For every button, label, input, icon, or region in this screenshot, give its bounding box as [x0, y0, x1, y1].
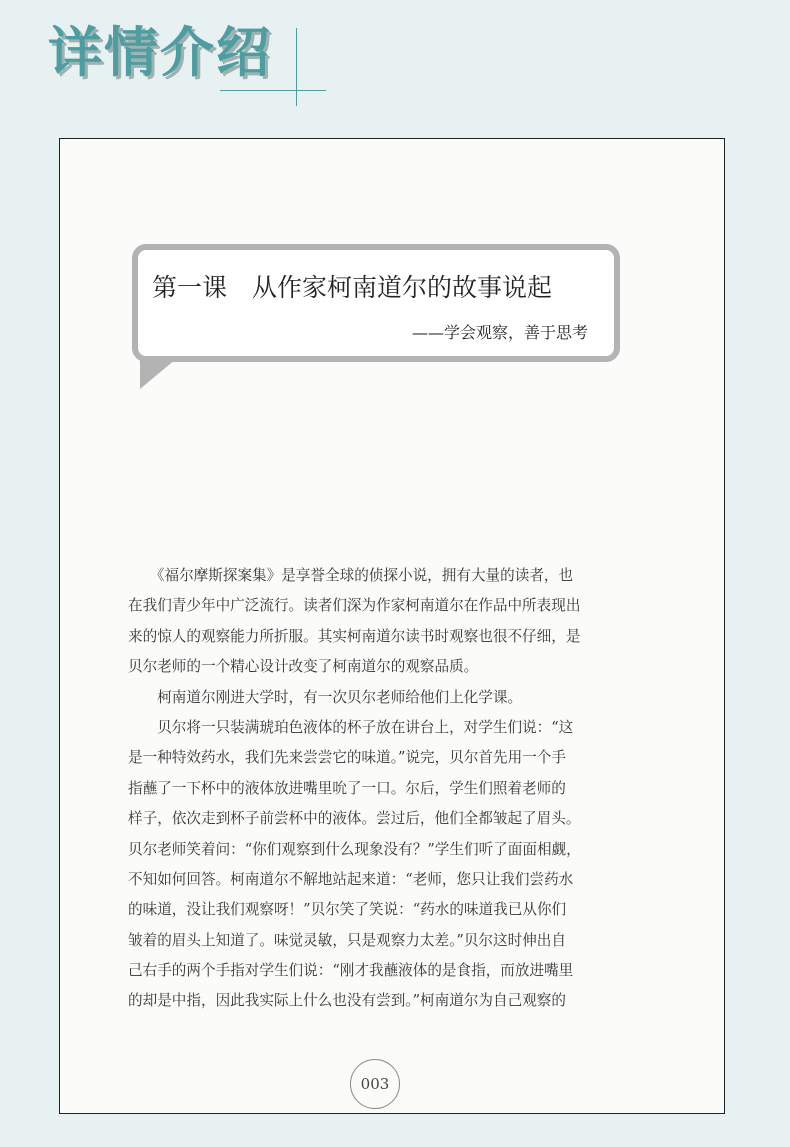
lesson-title-bubble: [132, 244, 620, 362]
decorative-vertical-line: [296, 28, 297, 106]
text-line: 贝尔将一只装满琥珀色液体的杯子放在讲台上，对学生们说：“这: [128, 718, 574, 736]
text-line: 《福尔摩斯探案集》是享誉全球的侦探小说，拥有大量的读者，也: [128, 567, 574, 584]
lesson-subtitle: ——学会观察，善于思考: [411, 323, 588, 342]
text-line: 皱着的眉头上知道了。味觉灵敏，只是观察力太差。”贝尔这时伸出自: [128, 931, 566, 949]
text-line: 指蘸了一下杯中的液体放进嘴里吮了一口。尔后，学生们照着老师的: [128, 779, 566, 797]
text-line: 的味道，没让我们观察呀！”贝尔笑了笑说：“药水的味道我已从你们: [128, 901, 567, 919]
page-title: 详情介绍: [48, 21, 272, 84]
text-line: 样子，依次走到杯子前尝杯中的液体。尝过后，他们全都皱起了眉头。: [128, 810, 581, 828]
text-line: 柯南道尔刚进大学时，有一次贝尔老师给他们上化学课。: [128, 688, 523, 706]
text-line: 贝尔老师笑着问：“你们观察到什么现象没有？”学生们听了面面相觑，: [128, 840, 581, 858]
lesson-title: 第一课 从作家柯南道尔的故事说起: [152, 273, 553, 302]
page-number: 003: [350, 1059, 400, 1109]
text-line: 贝尔老师的一个精心设计改变了柯南道尔的观察品质。: [128, 658, 479, 676]
text-line: 不知如何回答。柯南道尔不解地站起来道：“老师，您只让我们尝药水: [128, 870, 574, 888]
book-page: [59, 138, 725, 1114]
text-line: 来的惊人的观察能力所折服。其实柯南道尔读书时观察也很不仔细，是: [128, 627, 581, 645]
text-line: 己右手的两个手指对学生们说：“刚才我蘸液体的是食指，而放进嘴里: [128, 962, 574, 980]
decorative-horizontal-line: [220, 90, 326, 91]
text-line: 是一种特效药水，我们先来尝尝它的味道。”说完，贝尔首先用一个手: [128, 749, 566, 767]
text-line: 在我们青少年中广泛流行。读者们深为作家柯南道尔在作品中所表现出: [128, 597, 581, 615]
speech-bubble-tail: [140, 359, 176, 389]
text-line: 的却是中指，因此我实际上什么也没有尝到。”柯南道尔为自己观察的: [128, 992, 566, 1010]
body-text: [128, 561, 626, 1017]
